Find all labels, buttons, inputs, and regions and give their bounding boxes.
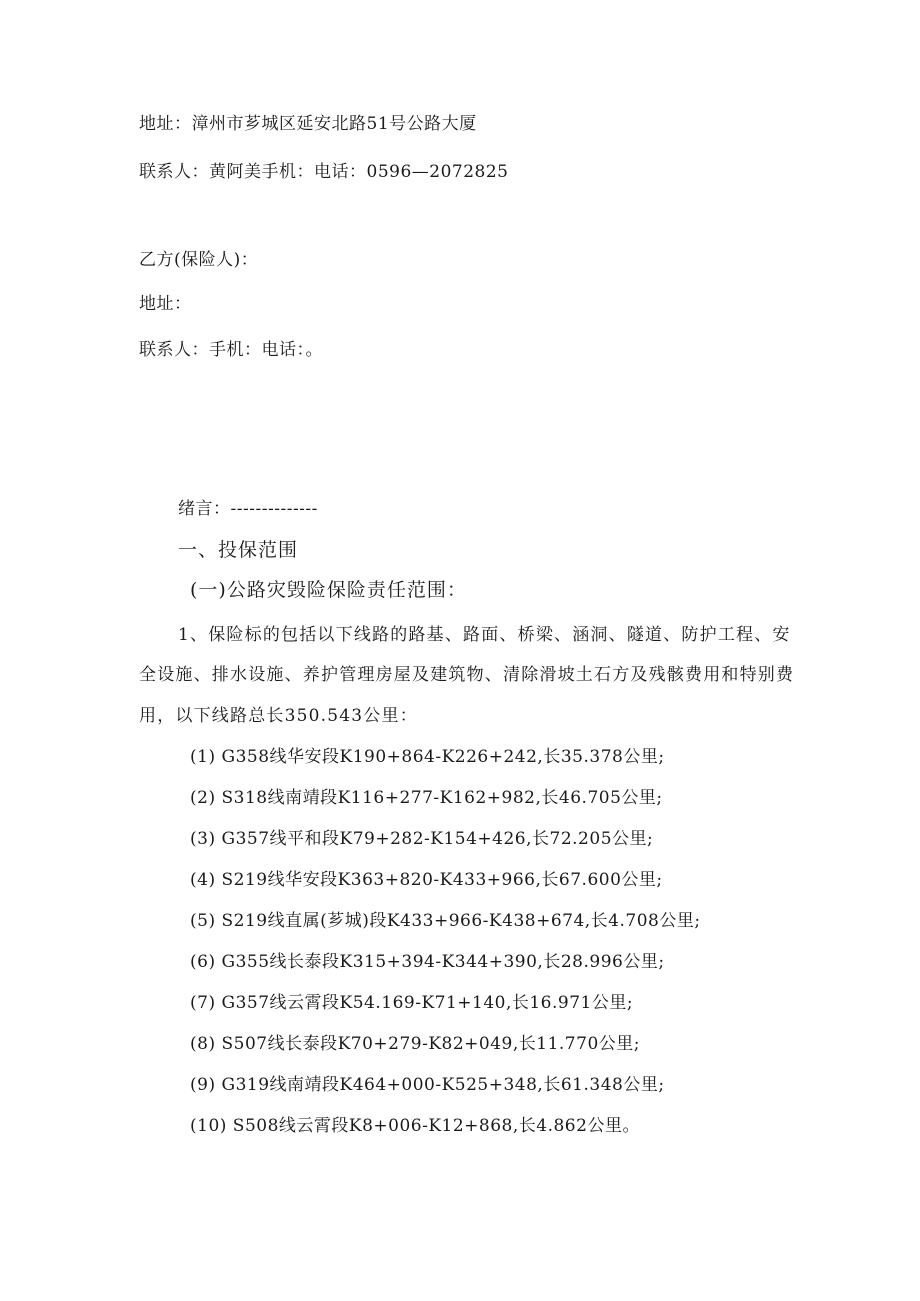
route-item: (6) G355线长泰段K315+394-K344+390,长28.996公里; [190, 952, 665, 972]
route-item: (9) G319线南靖段K464+000-K525+348,长61.348公里; [190, 1075, 665, 1095]
paragraph-line: 1、保险标的包括以下线路的路基、路面、桥梁、涵洞、隧道、防护工程、安 [178, 625, 791, 645]
party-a-contact: 联系人：黄阿美手机：电话：0596—2072825 [139, 162, 509, 182]
paragraph-line: 全设施、排水设施、养护管理房屋及建筑物、清除滑坡土石方及残骸费用和特别费 [139, 665, 795, 685]
section-subtitle: (一)公路灾毁险保险责任范围： [190, 579, 467, 601]
route-item: (2) S318线南靖段K116+277-K162+982,长46.705公里; [190, 788, 663, 808]
route-item: (4) S219线华安段K363+820-K433+966,长67.600公里; [190, 870, 663, 890]
paragraph-line: 用，以下线路总长350.543公里： [139, 706, 418, 726]
route-item: (10) S508线云霄段K8+006-K12+868,长4.862公里。 [190, 1116, 640, 1136]
party-b-address: 地址： [139, 294, 192, 314]
route-item: (3) G357线平和段K79+282-K154+426,长72.205公里; [190, 829, 654, 849]
party-a-address: 地址：漳州市芗城区延安北路51号公路大厦 [139, 114, 477, 134]
party-b-title: 乙方(保险人)： [139, 250, 259, 270]
route-item: (8) S507线长泰段K70+279-K82+049,长11.770公里; [190, 1034, 640, 1054]
route-item: (5) S219线直属(芗城)段K433+966-K438+674,长4.708公里; [190, 911, 701, 931]
preface-line: 绪言：-------------- [178, 499, 318, 519]
route-item: (7) G357线云霄段K54.169-K71+140,长16.971公里; [190, 993, 634, 1013]
party-b-contact: 联系人：手机：电话：。 [139, 340, 323, 360]
route-item: (1) G358线华安段K190+864-K226+242,长35.378公里; [190, 747, 665, 767]
section-title: 一、投保范围 [178, 539, 299, 561]
